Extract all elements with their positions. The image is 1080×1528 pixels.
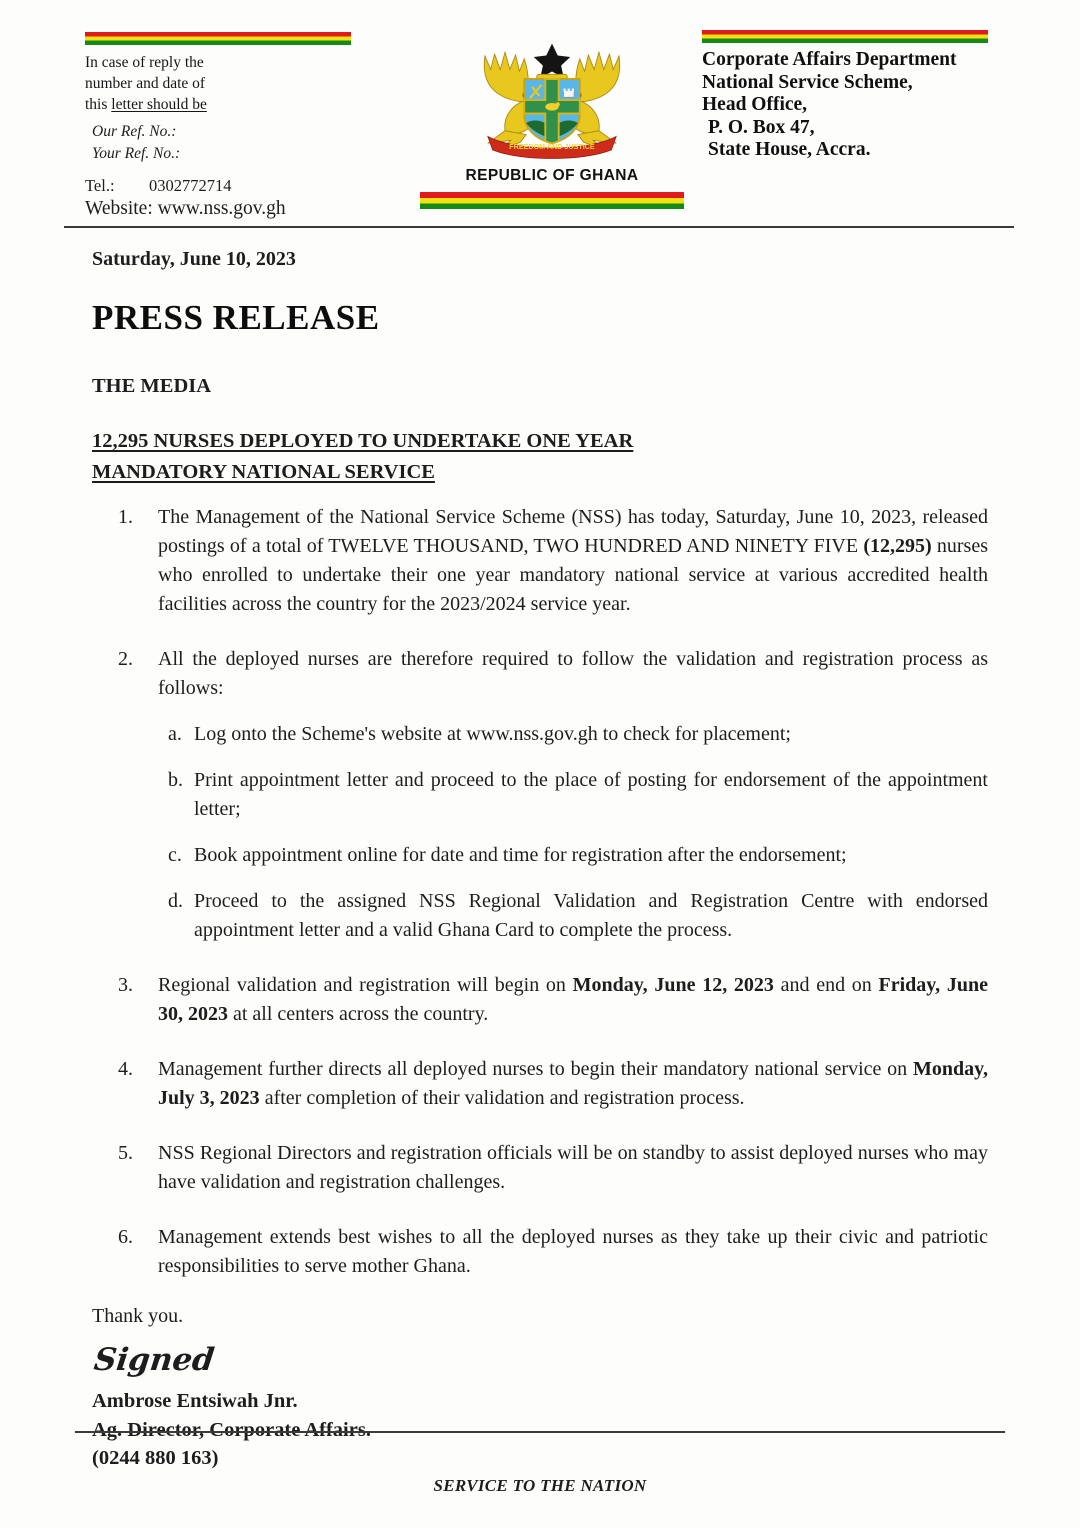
item-text xyxy=(194,720,988,749)
lettered-sub-item xyxy=(92,887,988,945)
lettered-sub-item xyxy=(92,766,988,824)
text-segment: nurses who enrolled to undertake their one year mandatory national service at various accredited health facilities across the country for the 2023/2024 service year. xyxy=(158,535,988,615)
your-ref-label: Your Ref. No.: xyxy=(92,144,181,162)
bold-text-segment: (12,295) xyxy=(863,535,932,557)
office-line: Head Office, xyxy=(702,94,808,115)
item-text xyxy=(194,841,988,870)
text-segment: The Management of the National Service Scheme (NSS) has today, Saturday, June 10, 2023, released postings of a total of TWELVE THOUSAND, TWO HUNDRED AND NINETY FIVE xyxy=(158,506,988,557)
lettered-sub-item xyxy=(92,720,988,749)
text-segment: Management extends best wishes to all the deployed nurses as they take up their civic and patriotic responsibilities to serve mother Ghana. xyxy=(158,1226,988,1277)
item-number: 2. xyxy=(118,648,133,670)
ghana-flag-stripe-right xyxy=(702,30,988,43)
footer-slogan: SERVICE TO THE NATION xyxy=(433,1476,647,1495)
numbered-item xyxy=(92,1223,988,1281)
pobox-line: P. O. Box 47, xyxy=(708,116,815,138)
bold-text-segment: Friday, June 30, 2023 xyxy=(158,974,988,1025)
item-number: 6. xyxy=(118,1226,133,1248)
item-number: 4. xyxy=(118,1058,133,1080)
reference-numbers xyxy=(85,121,351,164)
item-text xyxy=(194,887,988,945)
item-text xyxy=(158,503,988,619)
city-line: State House, Accra. xyxy=(708,139,871,160)
signature-script: Signed xyxy=(92,1342,217,1378)
tel-label: Tel.: xyxy=(85,176,115,195)
text-segment: after completion of their validation and registration process. xyxy=(259,1087,745,1109)
website-url: www.nss.gov.gh xyxy=(157,198,286,219)
tel-number: 0302772714 xyxy=(149,176,232,195)
signatory-name: Ambrose Entsiwah Jnr. xyxy=(92,1390,298,1412)
item-text xyxy=(158,1055,988,1113)
text-segment: Proceed to the assigned NSS Regional Validation and Registration Centre with endorsed appointment letter and a valid Ghana Card to complete the process. xyxy=(194,890,988,941)
reply-note xyxy=(85,52,351,115)
our-ref-label: Our Ref. No.: xyxy=(92,123,177,140)
reply-note-line: number and date of xyxy=(85,75,206,92)
subject-line: MANDATORY NATIONAL SERVICE xyxy=(92,461,435,483)
text-segment: and end on xyxy=(773,974,879,996)
numbered-item xyxy=(92,645,988,703)
country-label: REPUBLIC OF GHANA xyxy=(465,167,639,184)
signatory-role: Ag. Director, Corporate Affairs. xyxy=(92,1418,371,1441)
letter-body xyxy=(92,240,988,1473)
bold-text-segment: Monday, July 3, 2023 xyxy=(158,1058,988,1109)
telephone-row xyxy=(85,176,351,196)
lettered-sub-item xyxy=(92,841,988,870)
subject-heading xyxy=(92,426,988,488)
signatory-phone: (0244 880 163) xyxy=(92,1447,219,1469)
text-segment: Regional validation and registration will begin on xyxy=(158,974,573,996)
item-text xyxy=(194,766,988,824)
letterhead-center xyxy=(408,42,696,209)
numbered-item xyxy=(92,971,988,1029)
numbered-item xyxy=(92,1139,988,1197)
ghana-coat-of-arms-icon xyxy=(461,42,643,162)
text-segment: Log onto the Scheme's website at www.nss.gov.gh to check for placement; xyxy=(194,723,791,745)
text-segment: at all centers across the country. xyxy=(228,1003,489,1025)
dept-line: Corporate Affairs Department xyxy=(702,49,957,70)
header-divider xyxy=(64,226,1014,228)
ghana-flag-stripe-left xyxy=(85,32,351,45)
item-letter: c. xyxy=(168,844,182,866)
item-text xyxy=(158,971,988,1029)
letterhead-left xyxy=(85,32,351,220)
signature-block xyxy=(92,1387,988,1473)
org-line: National Service Scheme, xyxy=(702,71,913,93)
subject-line: 12,295 NURSES DEPLOYED TO UNDERTAKE ONE YEAR xyxy=(92,430,634,452)
item-letter: d. xyxy=(168,890,183,912)
item-letter: b. xyxy=(168,769,183,791)
footer-divider xyxy=(75,1431,1005,1433)
website-row xyxy=(85,198,351,220)
item-number: 1. xyxy=(118,506,133,528)
text-segment: NSS Regional Directors and registration officials will be on standby to assist deployed nurses who may have validation and registration challenges. xyxy=(158,1142,988,1193)
item-text xyxy=(158,1139,988,1197)
text-segment: Management further directs all deployed nurses to begin their mandatory national service on xyxy=(158,1058,913,1080)
item-text xyxy=(158,645,988,703)
motto-text: FREEDOM AND JUSTICE xyxy=(509,142,595,151)
item-number: 3. xyxy=(118,974,133,996)
ghana-flag-stripe-center xyxy=(420,192,684,209)
bold-text-segment: Monday, June 12, 2023 xyxy=(572,974,774,996)
reply-note-line: this letter should be xyxy=(85,96,207,113)
text-segment: Print appointment letter and proceed to the place of posting for endorsement of the appointment letter; xyxy=(194,769,988,820)
item-number: 5. xyxy=(118,1142,133,1164)
closing-line: Thank you. xyxy=(92,1305,184,1327)
page-title: PRESS RELEASE xyxy=(92,298,380,337)
numbered-item xyxy=(92,1055,988,1113)
item-letter: a. xyxy=(168,723,182,745)
letterhead-right xyxy=(702,30,988,162)
numbered-item xyxy=(92,503,988,619)
text-segment: All the deployed nurses are therefore required to follow the validation and registration process as follows: xyxy=(158,648,988,699)
numbered-list xyxy=(92,503,988,1281)
item-text xyxy=(158,1223,988,1281)
text-segment: Book appointment online for date and time for registration after the endorsement; xyxy=(194,844,847,866)
reply-note-line: In case of reply the xyxy=(85,54,204,71)
website-label: Website: xyxy=(85,198,153,219)
date-line: Saturday, June 10, 2023 xyxy=(92,248,296,270)
recipient-line: THE MEDIA xyxy=(92,375,212,397)
